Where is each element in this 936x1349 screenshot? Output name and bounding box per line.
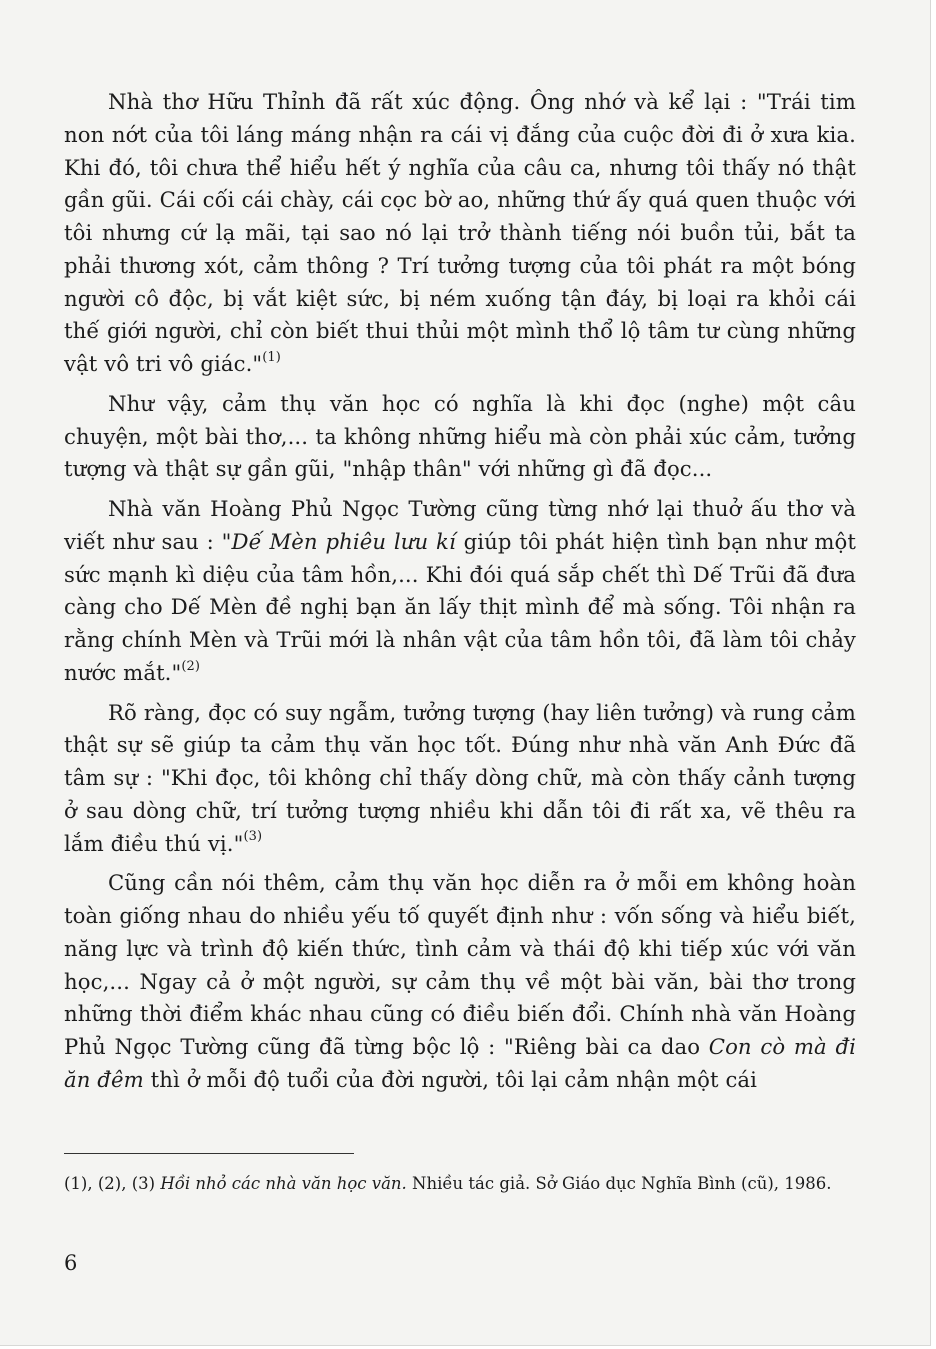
paragraph-2-text: Như vậy, cảm thụ văn học có nghĩa là khi đọc (nghe) một câu chuyện, một bài thơ,... ta không những hiểu mà còn phải xúc cảm, tưởng tượng và thật sự gần gũi, "nhập thân" với những gì đã đọc... [64, 390, 856, 482]
footnote-mark-3: (3) [243, 829, 263, 845]
paragraph-3-text-before: Nhà văn Hoàng Phủ Ngọc Tường cũng từng nhớ lại thuở ấu thơ và viết như sau : " [64, 496, 856, 554]
paragraph-1-text: Nhà thơ Hữu Thỉnh đã rất xúc động. Ông nhớ và kể lại : "Trái tim non nớt của tôi láng máng nhận ra cái vị đắng của cuộc đời đi ở xưa kia. Khi đó, tôi chưa thể hiểu hết ý nghĩa của câu ca, nhưng tôi thấy nó thật gần gũi. Cái cối cái chày, cái cọc bờ ao, những thứ ấy quá quen thuộc với tôi nhưng cứ lạ mãi, tại sao nó lại trở thành tiếng nói buồn tủi, bắt ta phải thương xót, cảm thông ? Trí tưởng tượng của tôi phát ra một bóng người cô độc, bị vắt kiệt sức, bị ném xuống tận đáy, bị loại ra khỏi cái thế giới người, chỉ còn biết thui thủi một mình thổ lộ tâm tư cùng những vật vô tri vô giác." [64, 89, 856, 376]
paragraph-2 [64, 388, 856, 486]
paragraph-5 [64, 867, 856, 1096]
body-text [64, 86, 856, 1097]
footnote-separator [64, 1153, 354, 1154]
paragraph-1 [64, 86, 856, 381]
paragraph-4-text: Rõ ràng, đọc có suy ngẫm, tưởng tượng (hay liên tưởng) và rung cảm thật sự sẽ giúp ta cảm thụ văn học tốt. Đúng như nhà văn Anh Đức đã tâm sự : "Khi đọc, tôi không chỉ thấy dòng chữ, mà còn thấy cảnh tượng ở sau dòng chữ, trí tưởng tượng nhiều khi dẫn tôi đi rất xa, vẽ thêu ra lắm điều thú vị." [64, 699, 856, 856]
book-title-italic: Dế Mèn phiêu lưu kí [231, 528, 456, 554]
paragraph-5-text-before: Cũng cần nói thêm, cảm thụ văn học diễn ra ở mỗi em không hoàn toàn giống nhau do nhiều yếu tố quyết định như : vốn sống và hiểu biết, năng lực và trình độ kiến thức, tình cảm và thái độ khi tiếp xúc với văn học,... Ngay cả ở một người, sự cảm thụ về một bài văn, bài thơ trong những thời điểm khác nhau cũng có điều biến đổi. Chính nhà văn Hoàng Phủ Ngọc Tường cũng đã từng bộc lộ : "Riêng bài ca dao [64, 870, 856, 1059]
footnote [64, 1172, 856, 1196]
footnote-source-detail: Nhiều tác giả. Sở Giáo dục Nghĩa Bình (cũ), 1986. [406, 1174, 832, 1193]
paragraph-5-text-after: thì ở mỗi độ tuổi của đời người, tôi lại cảm nhận một cái [143, 1066, 758, 1092]
paragraph-3-text-after: giúp tôi phát hiện tình bạn như một sức mạnh kì diệu của tâm hồn,... Khi đói quá sắp chết thì Dế Trũi đã đưa càng cho Dế Mèn đề nghị bạn ăn lấy thịt mình để mà sống. Tôi nhận ra rằng chính Mèn và Trũi mới là nhân vật của tâm hồn tôi, đã làm tôi chảy nước mắt." [64, 528, 856, 685]
footnote-mark-2: (2) [181, 658, 201, 674]
footnote-source-title: Hồi nhỏ các nhà văn học văn. [160, 1174, 407, 1193]
paragraph-3 [64, 493, 856, 690]
footnote-mark-1: (1) [262, 349, 281, 365]
poem-title-italic: Con cò mà đi ăn đêm [64, 1034, 856, 1092]
paragraph-4 [64, 697, 856, 861]
footnote-refs: (1), (2), (3) [64, 1174, 161, 1193]
page-number: 6 [64, 1251, 78, 1275]
